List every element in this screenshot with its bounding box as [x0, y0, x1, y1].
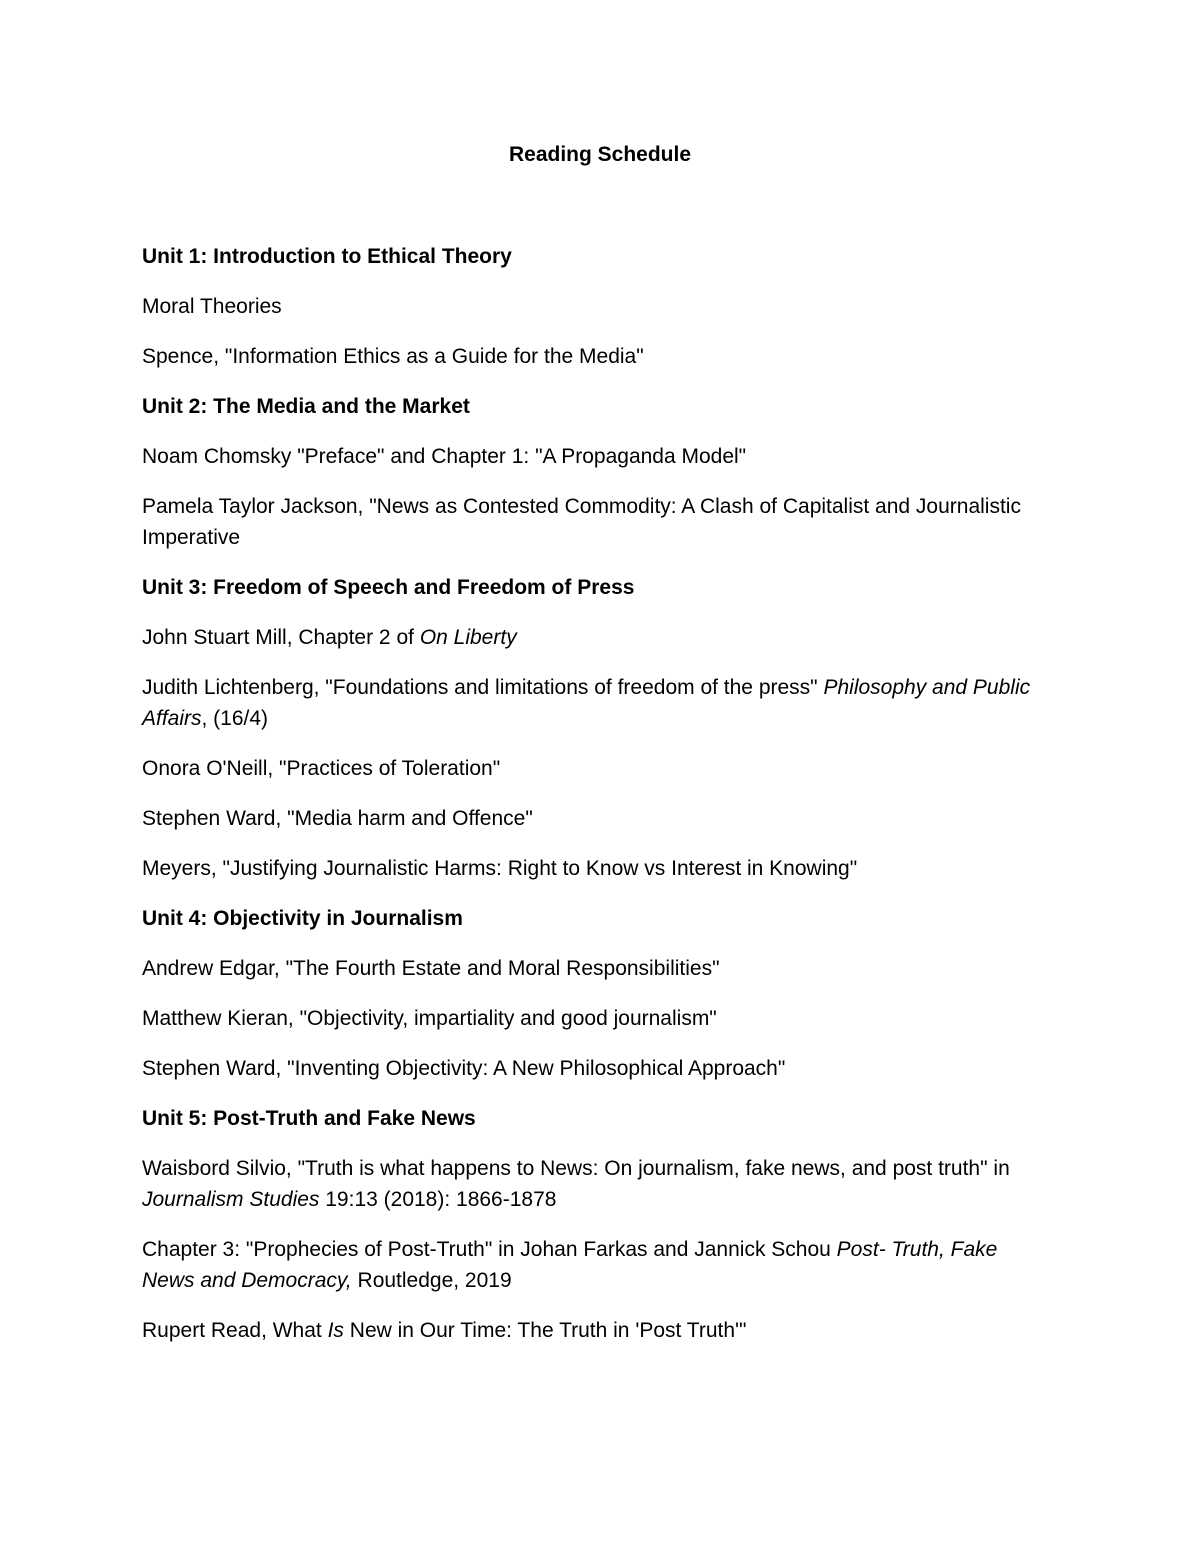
- page-title: Reading Schedule: [508, 143, 692, 166]
- unit-section: [142, 1103, 1042, 1346]
- reading-text: Routledge, 2019: [351, 1269, 512, 1292]
- unit-section: [142, 903, 1042, 1084]
- reading-text: New in Our Time: The Truth in 'Post Truth'": [343, 1319, 747, 1342]
- reading-schedule-body: [142, 241, 1042, 1365]
- reading-entry: [142, 1234, 1042, 1296]
- unit-heading: Unit 4: Objectivity in Journalism: [142, 907, 463, 930]
- reading-text: Chapter 3: "Prophecies of Post-Truth" in Johan Farkas and Jannick Schou: [142, 1238, 837, 1261]
- reading-text: Pamela Taylor Jackson, "News as Contested Commodity: A Clash of Capitalist and Journalistic Imperative: [142, 495, 1021, 549]
- unit-heading: Unit 3: Freedom of Speech and Freedom of Press: [142, 576, 635, 599]
- reading-text-italic: Journalism Studies: [142, 1188, 320, 1211]
- reading-entry: [142, 1053, 1042, 1084]
- reading-entry: [142, 341, 1042, 372]
- reading-text: , (16/4): [201, 707, 269, 730]
- reading-text: Rupert Read, What: [142, 1319, 328, 1342]
- unit-heading: Unit 5: Post-Truth and Fake News: [142, 1107, 476, 1130]
- reading-text: Stephen Ward, "Inventing Objectivity: A New Philosophical Approach": [142, 1057, 786, 1080]
- reading-entry: [142, 953, 1042, 984]
- reading-text: Matthew Kieran, "Objectivity, impartiality and good journalism": [142, 1007, 717, 1030]
- unit-section: [142, 572, 1042, 884]
- reading-entry: [142, 1003, 1042, 1034]
- reading-entry: [142, 491, 1042, 553]
- reading-text-italic: Post- Truth, Fake News and Democracy,: [142, 1238, 998, 1292]
- reading-text-italic: On Liberty: [419, 626, 517, 649]
- reading-text: Andrew Edgar, "The Fourth Estate and Moral Responsibilities": [142, 957, 720, 980]
- reading-text: Spence, "Information Ethics as a Guide for the Media": [142, 345, 644, 368]
- unit-heading: Unit 2: The Media and the Market: [142, 395, 470, 418]
- reading-entry: [142, 672, 1042, 734]
- reading-entry: [142, 753, 1042, 784]
- reading-text: John Stuart Mill, Chapter 2 of: [142, 626, 420, 649]
- reading-entry: [142, 1153, 1042, 1215]
- reading-text: Waisbord Silvio, "Truth is what happens to News: On journalism, fake news, and post truth" in: [142, 1157, 1010, 1180]
- reading-text-italic: Is: [327, 1319, 344, 1342]
- reading-text: Stephen Ward, "Media harm and Offence": [142, 807, 533, 830]
- reading-text: Moral Theories: [142, 295, 282, 318]
- reading-text: Meyers, "Justifying Journalistic Harms: Right to Know vs Interest in Knowing": [142, 857, 858, 880]
- unit-section: [142, 391, 1042, 553]
- reading-text: Noam Chomsky "Preface" and Chapter 1: "A Propaganda Model": [142, 445, 747, 468]
- reading-entry: [142, 441, 1042, 472]
- reading-entry: [142, 1315, 1042, 1346]
- reading-text: Onora O'Neill, "Practices of Toleration": [142, 757, 501, 780]
- unit-section: [142, 241, 1042, 372]
- reading-entry: [142, 622, 1042, 653]
- reading-entry: [142, 803, 1042, 834]
- reading-entry: [142, 291, 1042, 322]
- reading-entry: [142, 853, 1042, 884]
- reading-text: 19:13 (2018): 1866-1878: [319, 1188, 557, 1211]
- reading-text-italic: Philosophy and Public Affairs: [142, 676, 1031, 730]
- unit-heading: Unit 1: Introduction to Ethical Theory: [142, 245, 512, 268]
- reading-text: Judith Lichtenberg, "Foundations and limitations of freedom of the press": [142, 676, 824, 699]
